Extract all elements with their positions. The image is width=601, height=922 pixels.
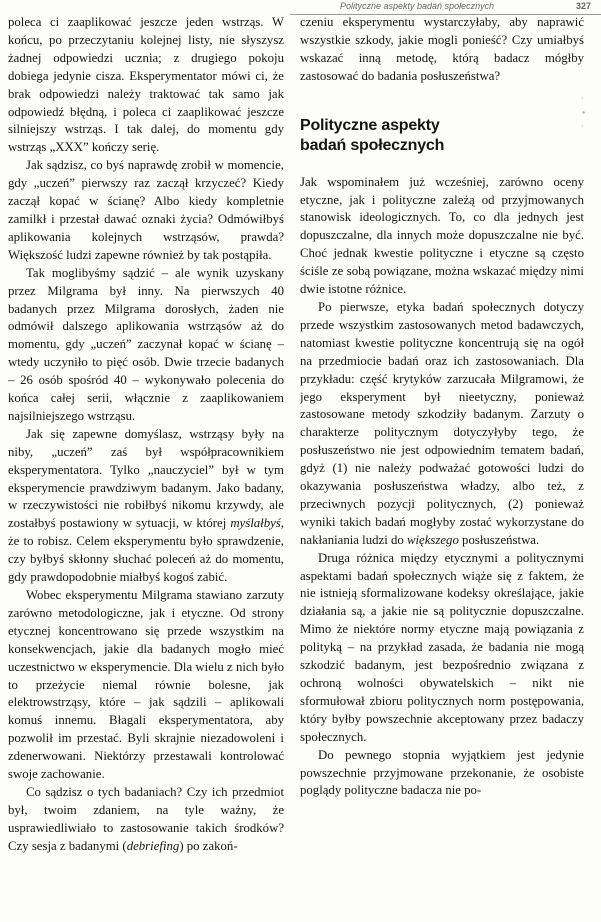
margin-mark: ·: [581, 94, 584, 103]
paragraph: Jak się zapewne domyślasz, wstrząsy były na niby, „uczeń” zaś był współpracownikiem eksperymentatora. Tylko „nauczyciel” był w tym eksperymencie prawdziwym badanym. Jako badany, w rzeczywistości nie robiłbyś nikomu krzywdy, ale zostałbyś postawiony w sytuacji, w której myślałbyś, że to robisz. Celem eksperymentu było sprawdzenie, czy byłbyś skłonny słuchać poleceń aż do momentu, gdy prawdopodobnie miałbyś kogoś zabić.: [8, 426, 284, 585]
paragraph-continued: czeniu eksperymentu wystarczyłaby, aby naprawić wszystkie szkody, jakie mogli ponieść? Czy umiałbyś wskazać inną metodę, którą badacz mógłby zastosować do badania posłuszeństwa?: [300, 15, 584, 83]
paragraph: poleca ci zaaplikować jeszcze jeden wstrząs. W końcu, po przeczytaniu kolejnej listy, nie słyszysz żadnej odpowiedzi ucznia; z drugiego pokoju dobiega jedynie cisza. Eksperymentator mówi ci, że brak odpowiedzi należy traktować tak samo jak odpowiedź błędną, i poleca ci zaaplikować jeszcze silniejszy wstrząs. I tak dalej, do momentu gdy wstrząs „XXX” kończy serię.: [8, 15, 284, 155]
right-column: [300, 14, 584, 920]
paragraph: Jak sądzisz, co byś naprawdę zrobił w momencie, gdy „uczeń” pierwszy raz zaczął krzyczeć? Kiedy zaczął kopać w ścianę? Albo kiedy kompletnie zamilkł i przestał dawać oznaki życia? Odmówiłbyś aplikowania kolejnych wstrząsów, prawda? Większość ludzi zapewne również by tak postąpiła.: [8, 158, 284, 262]
paragraph: Wobec eksperymentu Milgrama stawiano zarzuty zarówno metodologiczne, jak i etyczne. Od strony etycznej koncentrowano się przede wszystkim na konsekwencjach, jakie dla badanych mogło mieć uczestnictwo w eksperymencie. Dla wielu z nich było to przeżycie niemal równie bolesne, jak elektrowstrząsy, które – jak sądzili – aplikowali komuś innemu. Błagali eksperymentatora, aby pozwolił im przestać. Byli skrajnie niezadowoleni i zdenerwowani. Niektórzy przestawali kontrolować swoje zachowanie.: [8, 588, 284, 782]
paragraph: Tak moglibyśmy sądzić – ale wynik uzyskany przez Milgrama był inny. Na pierwszych 40 badanych przez Milgrama dorosłych, żaden nie odmówił dalszego aplikowania wstrząsów aż do momentu, gdy „uczeń” zaczynał kopać w ścianę – wtedy uczyniło to pięć osób. Dwie trzecie badanych – 26 osób spośród 40 – wykonywało polecenia do końca całej serii, włącznie z zaaplikowaniem najsilniejszego wstrząsu.: [8, 265, 284, 423]
paragraph: Jak wspominałem już wcześniej, zarówno oceny etyczne, jak i polityczne zależą od przyjmowanych stanowisk ideologicznych. To, co dla jednych jest dopuszczalne, dla innych może dopuszczalne nie być. Choć jednak kwestie polityczne i etyczne są często ściśle ze sobą powiązane, można wskazać między nimi dwie istotne różnice.: [300, 174, 584, 297]
page-number: 327: [575, 1, 591, 11]
paragraph: Po pierwsze, etyka badań społecznych dotyczy przede wszystkim zastosowanych metod badawczych, natomiast kwestie polityczne koncentrują się na ogół na przedmiocie badań oraz ich zastosowaniach. Dla przykładu: część krytyków zarzucała Milgramowi, że jego eksperyment był nieetyczny, ponieważ zastosowane metody szkodziły badanym. Zarzuty o charakterze politycznym dotyczyłyby tego, że posłuszeństwo nie jest odpowiednim tematem badań, gdyż (1) nie należy podważać gotowości ludzi do okazywania posłuszeństwa władzy, albo też, z przeciwnych pozycji politycznych, (2) ponieważ wyniki takich badań mogłyby zostać wykorzystane do nakłaniania ludzi do większego posłuszeństwa.: [300, 299, 584, 547]
left-column: [8, 14, 284, 920]
margin-mark: ∙: [581, 108, 587, 117]
section-heading-line2: badań społecznych: [300, 136, 445, 154]
section-heading: [300, 116, 584, 156]
paragraph: Druga różnica między etycznymi a politycznymi aspektami badań społecznych wiąże się z faktem, że nie istnieją sformalizowane kodeksy określające, jakie działania są, a jakie nie są politycznie dopuszczalne. Mimo że niektóre normy etyczne mają powiązania z polityką – na przykład zasada, że badania nie mogą szkodzić badanym, jest bezpośrednio związana z ochroną wolności obywatelskich – nikt nie sformułował zbioru politycznych norm postępowania, który byłby powszechnie akceptowany przez badaczy społecznych.: [300, 550, 584, 744]
paragraph: Do pewnego stopnia wyjątkiem jest jedynie powszechnie przyjmowane przekonanie, że osobiste poglądy polityczne badacza nie po-: [300, 747, 584, 798]
margin-mark: ·: [581, 122, 584, 131]
section-heading-line1: Polityczne aspekty: [300, 116, 440, 134]
running-title: Polityczne aspekty badań społecznych: [340, 1, 495, 11]
scan-margin-marks: [581, 92, 595, 134]
paragraph: Co sądzisz o tych badaniach? Czy ich przedmiot był, twoim zdaniem, na tyle ważny, że usprawiedliwiało to zastosowanie takich środków? Czy sesja z badanymi (debriefing) po zakoń-: [8, 784, 284, 853]
running-header: [290, 0, 601, 15]
